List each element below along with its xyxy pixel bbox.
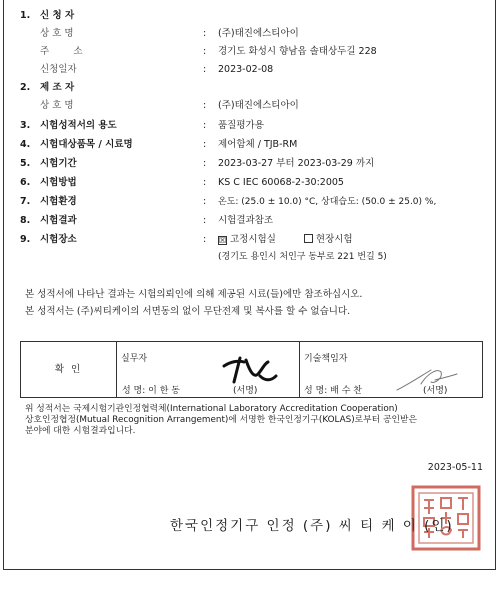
item-label: 주 소 bbox=[40, 46, 83, 57]
onsite-checkbox bbox=[304, 234, 313, 243]
item-label: 시험환경 bbox=[40, 196, 77, 207]
staff-name: 성 명: 이 한 동 bbox=[122, 386, 180, 396]
item-label: 제 조 자 bbox=[40, 82, 75, 93]
colon: : bbox=[203, 64, 207, 75]
accreditation-footer: 한국인정기구 인정 (주) 씨 티 케 이 (인) bbox=[170, 518, 454, 534]
item-purpose bbox=[0, 116, 500, 136]
item-number: 3. bbox=[20, 120, 31, 131]
colon: : bbox=[203, 234, 207, 245]
item-number: 9. bbox=[20, 234, 31, 245]
item-number: 2. bbox=[20, 82, 31, 93]
staff-sign-label: (서명) bbox=[233, 386, 258, 396]
item-application-date bbox=[0, 60, 500, 80]
item-label: 신 청 자 bbox=[40, 10, 75, 21]
notice-line-1: 본 성적서에 나타난 결과는 시험의뢰인에 의해 제공된 시료(들)에만 참조하십시오. bbox=[25, 289, 363, 300]
fixed-lab-label: 고정시험실 bbox=[230, 234, 276, 245]
item-value: 제어함체 / TJB-RM bbox=[218, 139, 298, 150]
manager-name: 성 명: 배 수 찬 bbox=[304, 386, 362, 396]
item-test-environment bbox=[0, 192, 500, 212]
intl-statement-line-1: 위 성적서는 국제시험기관인정협력체(International Laboratory Accreditation Cooperation) bbox=[25, 404, 398, 414]
item-number: 1. bbox=[20, 10, 31, 21]
item-label: 시험결과 bbox=[40, 215, 77, 226]
manager-title: 기술책임자 bbox=[304, 354, 348, 364]
item-number: 6. bbox=[20, 177, 31, 188]
notice-line-2: 본 성적서는 (주)씨티케이의 서면동의 없이 무단전제 및 복사를 할 수 없습니다. bbox=[25, 306, 351, 317]
item-value: 2023-02-08 bbox=[218, 64, 274, 75]
item-applicant-company bbox=[0, 24, 500, 44]
item-number: 5. bbox=[20, 158, 31, 169]
test-place-address-row bbox=[0, 247, 500, 267]
intl-statement-line-3: 분야에 대한 시험결과입니다. bbox=[25, 426, 136, 436]
colon: : bbox=[203, 139, 207, 150]
item-value: 경기도 화성시 향남읍 솔태상두길 228 bbox=[218, 46, 377, 57]
manager-signature bbox=[391, 362, 461, 396]
item-manufacturer-header bbox=[0, 78, 500, 98]
item-applicant-address bbox=[0, 42, 500, 62]
item-number: 8. bbox=[20, 215, 31, 226]
item-test-period bbox=[0, 154, 500, 174]
intl-statement-line-2: 상호인정협정(Mutual Recognition Arrangement)에 서명한 한국인정기구(KOLAS)로부터 공인받은 bbox=[25, 415, 417, 425]
colon: : bbox=[203, 28, 207, 39]
issue-date: 2023-05-11 bbox=[427, 462, 483, 473]
item-test-item bbox=[0, 135, 500, 155]
item-number: 4. bbox=[20, 139, 31, 150]
item-label: 시험방법 bbox=[40, 177, 77, 188]
item-value: KS C IEC 60068-2-30:2005 bbox=[218, 177, 344, 188]
item-label: 시험대상품목 / 시료명 bbox=[40, 139, 133, 150]
item-manufacturer-company bbox=[0, 96, 500, 116]
item-label: 상 호 명 bbox=[40, 100, 74, 111]
colon: : bbox=[203, 120, 207, 131]
item-value: 온도: (25.0 ± 10.0) °C, 상대습도: (50.0 ± 25.0) %, bbox=[218, 197, 437, 207]
onsite-label: 현장시험 bbox=[315, 234, 353, 245]
staff-title: 실무자 bbox=[121, 354, 148, 364]
colon: : bbox=[203, 177, 207, 188]
item-label: 시험장소 bbox=[40, 234, 77, 245]
manager-sign-label: (서명) bbox=[423, 386, 448, 396]
staff-signature bbox=[216, 352, 282, 392]
colon: : bbox=[203, 215, 207, 226]
table-divider bbox=[116, 342, 117, 397]
item-test-method bbox=[0, 173, 500, 193]
colon: : bbox=[203, 46, 207, 57]
item-applicant-header bbox=[0, 6, 500, 26]
fixed-lab-checkbox: ☒ bbox=[219, 236, 227, 245]
item-label: 시험기간 bbox=[40, 158, 77, 169]
colon: : bbox=[203, 158, 207, 169]
item-value: 품질평가용 bbox=[218, 120, 264, 131]
item-value: 2023-03-27 부터 2023-03-29 까지 bbox=[218, 158, 375, 169]
item-label: 상 호 명 bbox=[40, 28, 74, 39]
item-value: (주)태진에스티아이 bbox=[218, 100, 299, 111]
confirmation-table bbox=[20, 341, 483, 398]
item-label: 시험성적서의 용도 bbox=[40, 120, 117, 131]
item-value: 시험결과참조 bbox=[218, 215, 274, 226]
colon: : bbox=[203, 100, 207, 111]
table-divider bbox=[299, 342, 300, 397]
item-number: 7. bbox=[20, 196, 31, 207]
colon: : bbox=[203, 196, 207, 207]
test-place-address: (경기도 용인시 처인구 동부로 221 번길 5) bbox=[218, 252, 387, 262]
confirmation-label: 확 인 bbox=[54, 364, 83, 375]
item-value: (주)태진에스티아이 bbox=[218, 28, 299, 39]
item-test-result bbox=[0, 211, 500, 231]
item-label: 신청일자 bbox=[40, 64, 77, 75]
